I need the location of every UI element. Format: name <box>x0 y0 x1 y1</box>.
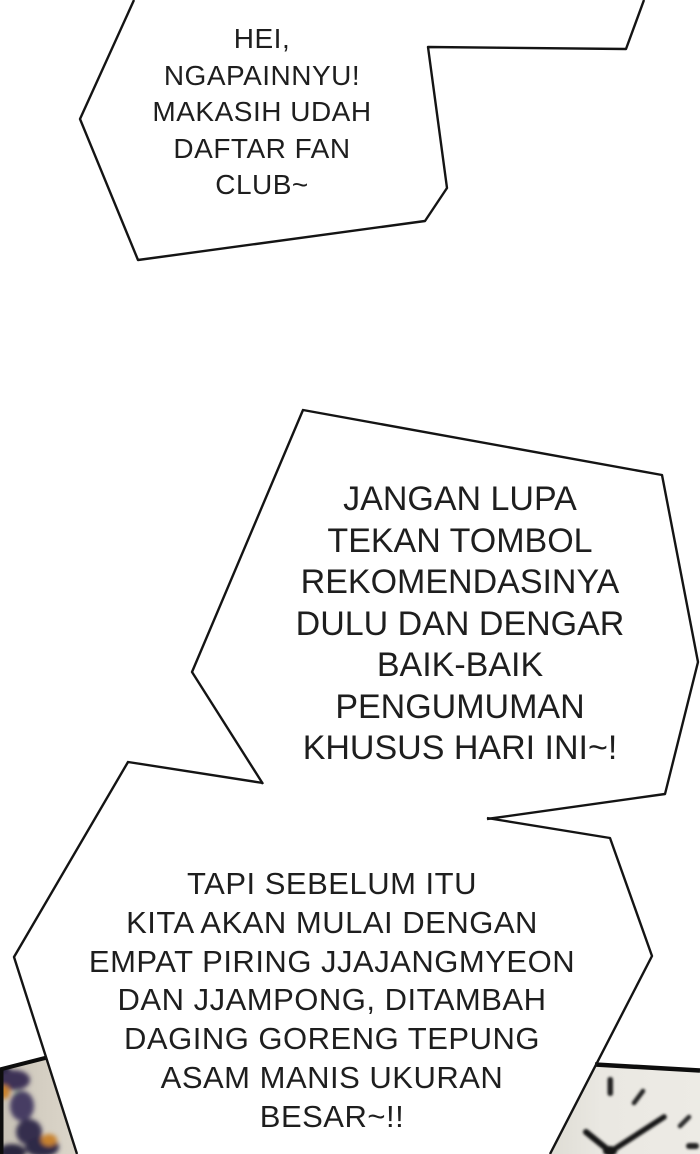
dialogue-line: CLUB~ <box>215 169 309 200</box>
dialogue-line: MAKASIH UDAH <box>152 96 372 127</box>
dialogue-line: KITA AKAN MULAI DENGAN <box>126 904 538 940</box>
dialogue-line: DAN JJAMPONG, DITAMBAH <box>117 982 547 1018</box>
dialogue-line: ASAM MANIS UKURAN <box>160 1059 504 1095</box>
dialogue-line: TAPI SEBELUM ITU <box>187 866 477 901</box>
dialogue-line: REKOMENDASINYA <box>300 563 620 601</box>
speech-bubble-bottom-text <box>57 865 607 1137</box>
speech-bubble-top-text <box>62 21 462 204</box>
dialogue-line: NGAPAINNYU! <box>163 59 361 91</box>
dialogue-line: DAGING GORENG TEPUNG <box>124 1021 540 1057</box>
dialogue-line: TEKAN TOMBOL <box>327 521 593 560</box>
dialogue-line: KHUSUS HARI INI~! <box>302 729 618 767</box>
dialogue-line: BAIK-BAIK <box>376 646 544 684</box>
dialogue-line: PENGUMUMAN <box>335 687 585 726</box>
dialogue-line: DAFTAR FAN <box>173 132 351 164</box>
dialogue-line: DULU DAN DENGAR <box>295 604 625 643</box>
dialogue-line: BESAR~!! <box>259 1098 405 1134</box>
dialogue-line: HEI, <box>233 23 291 54</box>
dialogue-line: JANGAN LUPA <box>343 480 577 518</box>
speech-bubble-middle-text <box>210 479 700 770</box>
dialogue-line: EMPAT PIRING JJAJANGMYEON <box>88 943 576 979</box>
